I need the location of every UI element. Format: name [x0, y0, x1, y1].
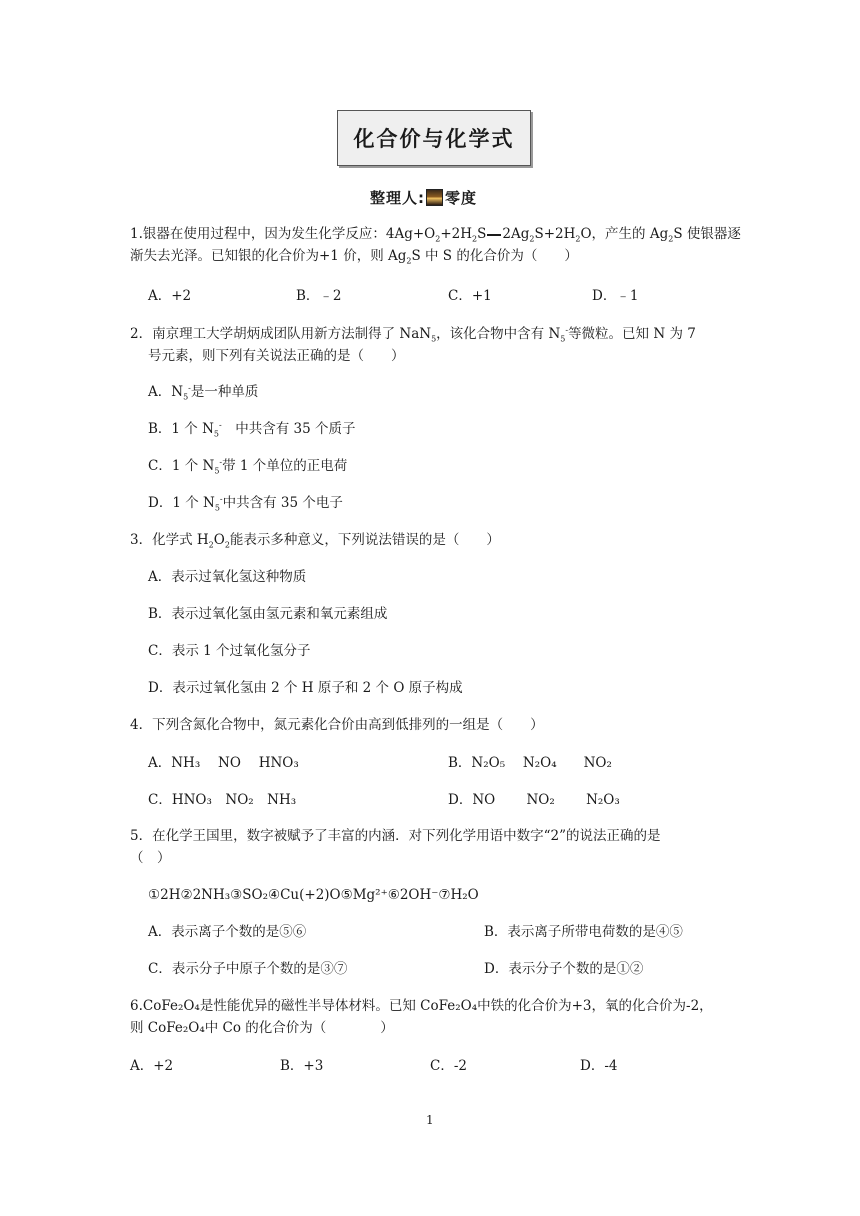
q2-stem-line1: 2．南京理工大学胡炳成团队用新方法制得了 NaN$_5$，该化合物中含有 $N_5^-$等微粒。已知 N 为 7 — [130, 325, 696, 344]
q5-option-c: C．表示分子中原子个数的是③⑦ — [148, 961, 348, 977]
q6-option-d: D．-4 — [580, 1058, 618, 1074]
q1-option-a: A．+2 — [148, 288, 192, 304]
author-line — [370, 187, 477, 208]
q3-option-d: D．表示过氧化氢由 2 个 H 原子和 2 个 O 原子构成 — [148, 680, 463, 696]
author-label: 整理人: — [370, 189, 425, 207]
q5-stem-line1: 5．在化学王国里，数字被赋予了丰富的内涵．对下列化学用语中数字“2”的说法正确的是 — [130, 828, 661, 844]
q5-option-d: D．表示分子个数的是①② — [484, 961, 644, 977]
q3-option-a: A．表示过氧化氢这种物质 — [148, 569, 307, 585]
q6-option-b: B．+3 — [280, 1058, 324, 1074]
q6-stem-line2: 则 CoFe₂O₄中 Co 的化合价为（ ） — [130, 1020, 394, 1036]
page-number: 1 — [426, 1113, 434, 1127]
q4-option-d: D．NO NO₂ N₂O₃ — [448, 792, 620, 808]
author-name: 零度 — [445, 189, 478, 207]
q1-option-b: B．﹣2 — [296, 288, 342, 304]
reaction-arrow — [487, 234, 501, 236]
q3-stem: 3．化学式 $H_2O_2$能表示多种意义，下列说法错误的是（ ） — [130, 532, 500, 550]
q6-option-a: A．+2 — [130, 1058, 174, 1074]
q4-option-b: B．N₂O₅ N₂O₄ NO₂ — [448, 755, 612, 771]
q4-option-c: C．HNO₃ NO₂ NH₃ — [148, 792, 297, 808]
page-title: 化合价与化学式 — [337, 110, 531, 166]
q5-option-b: B．表示离子所带电荷数的是④⑤ — [484, 924, 683, 940]
q2-stem-line2: 号元素，则下列有关说法正确的是（ ） — [148, 348, 405, 364]
q1-option-d: D．﹣1 — [592, 288, 639, 304]
q3-option-b: B．表示过氧化氢由氢元素和氧元素组成 — [148, 606, 388, 622]
q1-stem-line2: 渐失去光泽。已知银的化合价为+1 价，则 $Ag_2S$ 中 S 的化合价为（ ） — [130, 248, 578, 266]
q5-option-a: A．表示离子个数的是⑤⑥ — [148, 924, 307, 940]
q1-option-c: C．+1 — [448, 288, 492, 304]
q4-stem: 4．下列含氮化合物中，氮元素化合价由高到低排列的一组是（ ） — [130, 717, 544, 733]
q5-stem-line2: （ ） — [130, 850, 171, 866]
q2-option-d: D．1 个 $N_5^-$中共含有 35 个电子 — [148, 494, 343, 513]
q1-stem-line1: 1.银器在使用过程中，因为发生化学反应：$4Ag+O_2+2H_2S$ $2Ag_2S+2H_2O$，产生的 $Ag_2S$ 使银器逐 — [130, 226, 741, 244]
q2-option-a: A．$N_5^-$是一种单质 — [148, 383, 259, 402]
q3-option-c: C．表示 1 个过氧化氢分子 — [148, 643, 311, 659]
q6-stem-line1: 6.CoFe₂O₄是性能优异的磁性半导体材料。已知 CoFe₂O₄中铁的化合价为+3，氧的化合价为-2， — [130, 998, 713, 1014]
q5-symbols: ①2H②2NH₃③SO₂④Cu(+2)O⑤Mg²⁺⑥2OH⁻⑦H₂O — [148, 887, 479, 903]
q4-option-a: A．NH₃ NO HNO₃ — [148, 755, 299, 771]
q6-option-c: C．-2 — [430, 1058, 467, 1074]
q2-option-b: B．1 个 $N_5^-$ 中共含有 35 个质子 — [148, 420, 356, 439]
q2-option-c: C．1 个 $N_5^-$带 1 个单位的正电荷 — [148, 457, 348, 476]
author-avatar-icon — [426, 189, 443, 206]
